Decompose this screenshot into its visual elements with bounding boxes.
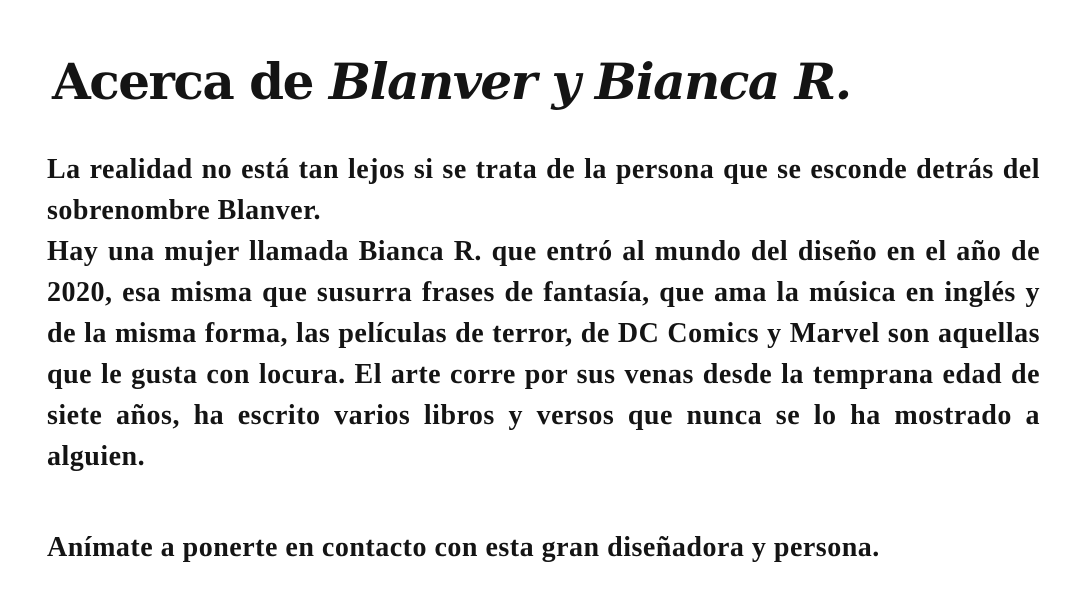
page-title [52, 50, 851, 114]
paragraph-intro: La realidad no está tan lejos si se trata de la persona que se esconde detrás del sobrenombre Blanver. [47, 154, 1040, 226]
closing-call-to-action: Anímate a ponerte en contacto con esta gran diseñadora y persona. [47, 532, 880, 563]
title-name: Blanver y Bianca R. [328, 52, 851, 111]
paragraph-bio: Hay una mujer llamada Bianca R. que entró al mundo del diseño en el año de 2020, esa misma que susurra frases de fantasía, que ama la música en inglés y de la misma forma, las películas de terror, de DC Comics y Marvel son aquellas que le gusta con locura. El arte corre por sus venas desde la temprana edad de siete años, ha escrito varios libros y versos que nunca se lo ha mostrado a alguien. [47, 236, 1040, 472]
title-prefix: Acerca de [52, 52, 329, 111]
about-text [47, 149, 1040, 477]
